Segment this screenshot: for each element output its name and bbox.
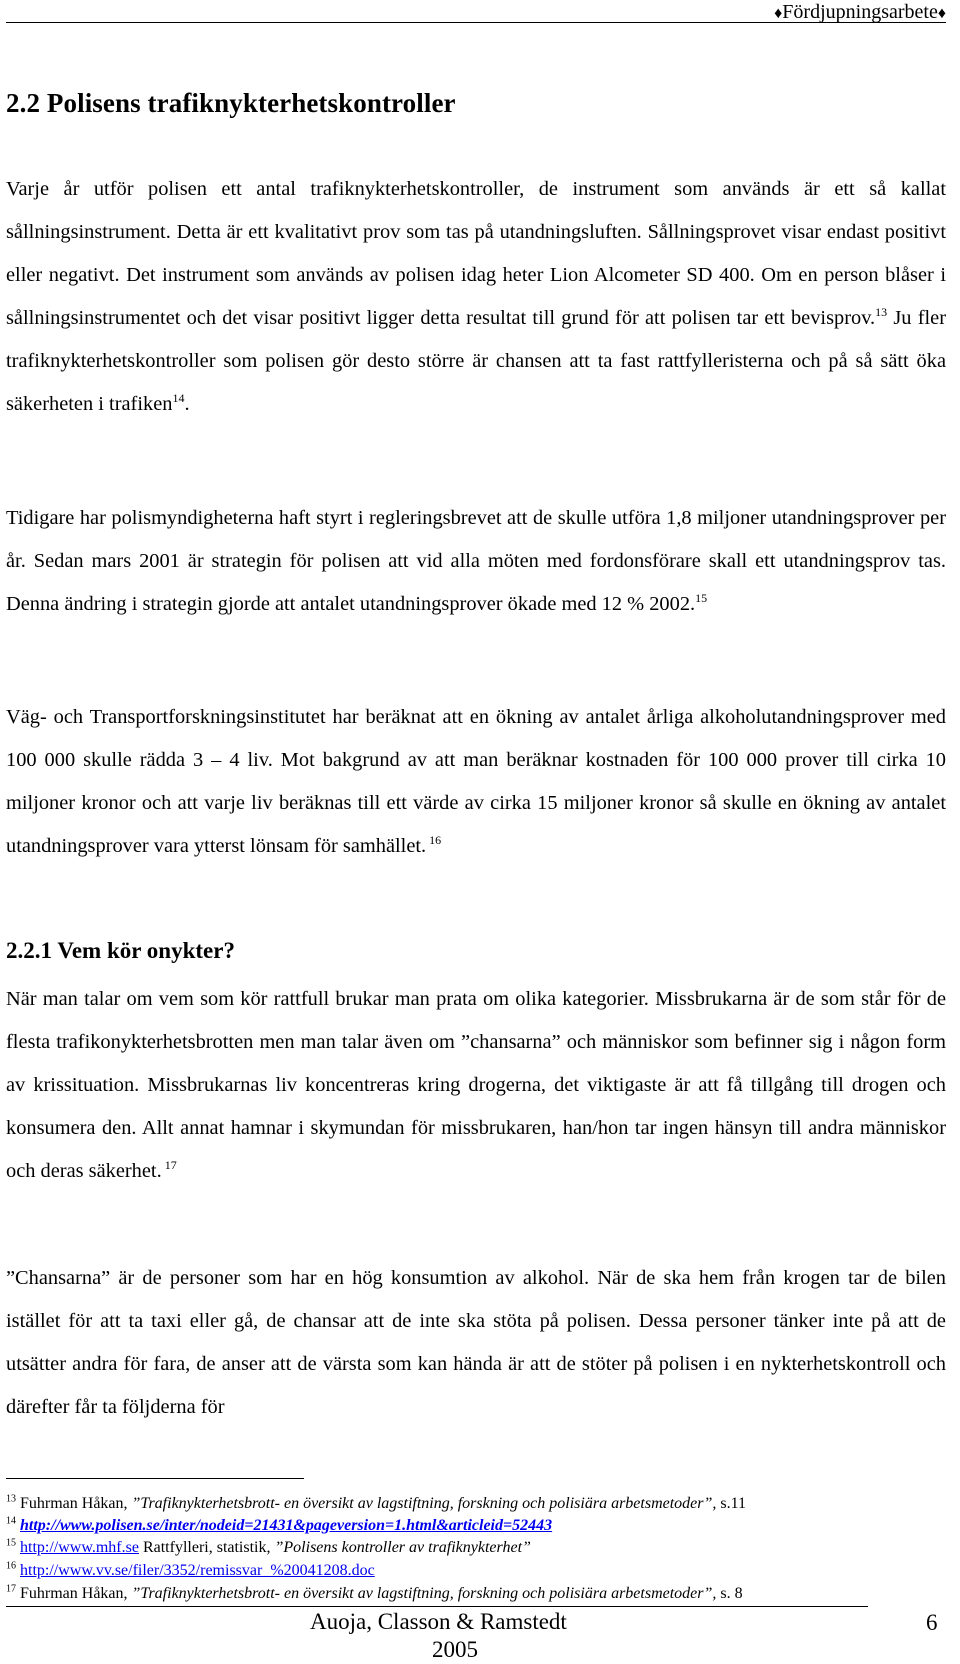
footnote-number: 17 (6, 1583, 16, 1595)
footnote-title: ”Trafiknykterhetsbrott- en översikt av lagstiftning, forskning och polisiära arbetsmetoder”, (131, 1495, 717, 1512)
footnote-author: Fuhrman Håkan, (16, 1495, 132, 1512)
footnote (6, 1494, 946, 1514)
footnote (6, 1561, 946, 1581)
footnote-link[interactable]: http://www.vv.se/filer/3352/remissvar_%20041208.doc (20, 1562, 375, 1579)
diamond-icon: ♦ (774, 5, 783, 22)
footnote (6, 1538, 946, 1558)
footnote-ref: 16 (426, 833, 442, 848)
footnote (6, 1584, 946, 1604)
footnote-title: ”Trafiknykterhetsbrott- en översikt av lagstiftning, forskning och polisiära arbetsmetoder”, (131, 1585, 717, 1602)
footnote-page: s.11 (716, 1495, 747, 1512)
footnote-number: 14 (6, 1515, 16, 1527)
page-number: 6 (926, 1610, 938, 1635)
footnote-divider (6, 1478, 304, 1479)
footnote-text: Rattfylleri, statistik, (138, 1539, 275, 1556)
paragraph-text: När man talar om vem som kör rattfull brukar man prata om olika kategorier. Missbrukarna är de som står för de flesta trafikonykterhetsbrotten men man talar även om ”chansarna” och människor som befinner sig i någon form av krissituation. Missbrukarnas liv koncentreras kring drogerna, det viktigaste är att få tillgång till drogen och konsumera den. Allt annat hamnar i skymundan för missbrukaren, han/hon tar ingen hänsyn till andra människor och deras säkerhet. (6, 988, 946, 1182)
footer-authors: Auoja, Classon & Ramstedt (310, 1609, 567, 1634)
paragraph (6, 978, 946, 1193)
footnote-ref: 13 (875, 305, 888, 320)
subsection-heading: 2.2.1 Vem kör onykter? (6, 938, 235, 963)
paragraph (6, 168, 946, 426)
footnote-title: ”Polisens kontroller av trafiknykterhet” (274, 1539, 531, 1556)
footer-year: 2005 (432, 1637, 478, 1662)
page-header (6, 0, 946, 23)
paragraph-text: . (184, 393, 190, 415)
footnote-number: 15 (6, 1537, 16, 1549)
paragraph (6, 696, 946, 868)
paragraph (6, 1257, 946, 1429)
footnote-ref: 14 (172, 391, 185, 406)
diamond-icon: ♦ (937, 5, 946, 22)
footnote-number: 16 (6, 1560, 16, 1572)
section-heading: 2.2 Polisens trafiknykterhetskontroller (6, 88, 456, 118)
footnote-number: 13 (6, 1493, 16, 1505)
paragraph-text: Väg- och Transportforskningsinstitutet har beräknat att en ökning av antalet årliga alkoholutandningsprover med 100 000 skulle rädda 3 – 4 liv. Mot bakgrund av att man beräknar kostnaden för 100 000 prover till cirka 10 miljoner kronor och att varje liv beräknas till ett värde av cirka 15 miljoner kronor så skulle en ökning av antalet utandningsprover vara ytterst lönsam för samhället. (6, 706, 946, 857)
footnote (6, 1516, 946, 1536)
footnote-link[interactable]: http://www.polisen.se/inter/nodeid=21431&pageversion=1.html&articleid=52443 (20, 1517, 553, 1534)
header-title: Fördjupningsarbete (782, 1, 938, 23)
paragraph (6, 497, 946, 626)
paragraph-text: Ju fler trafiknykterhetskontroller som polisen gör desto större är chansen att ta fast rattfylleristerna och på så sätt öka säkerheten i trafiken (6, 307, 946, 415)
footnote-author: Fuhrman Håkan, (16, 1585, 132, 1602)
footnote-ref: 15 (695, 591, 708, 606)
paragraph-text: Varje år utför polisen ett antal trafiknykterhetskontroller, de instrument som används är ett så kallat sållningsinstrument. Detta är ett kvalitativt prov som tas på utandningsluften. Sållningsprovet visar endast positivt eller negativt. Det instrument som används av polisen idag heter Lion Alcometer SD 400. Om en person blåser i sållningsinstrumentet och det visar positivt ligger detta resultat till grund för att polisen tar ett bevisprov. (6, 178, 946, 329)
footnote-link[interactable]: http://www.mhf.se (20, 1539, 139, 1556)
paragraph-text: ”Chansarna” är de personer som har en hög konsumtion av alkohol. När de ska hem från krogen tar de bilen istället för att ta taxi eller gå, de chansar att de inte ska stöta på polisen. Dessa personer tänker inte på att de utsätter andra för fara, de anser att de värsta som kan hända är att de stöter på polisen i en nykterhetskontroll och därefter får ta följderna för (6, 1267, 946, 1418)
footnote-page: s. 8 (716, 1585, 743, 1602)
paragraph-text: Tidigare har polismyndigheterna haft styrt i regleringsbrevet att de skulle utföra 1,8 miljoner utandningsprover per år. Sedan mars 2001 är strategin för polisen att vid alla möten med fordonsförare skall ett utandningsprov tas. Denna ändring i strategin gjorde att antalet utandningsprover ökade med 12 % 2002. (6, 507, 946, 615)
footer-divider (6, 1606, 868, 1607)
footnote-ref: 17 (161, 1158, 177, 1173)
